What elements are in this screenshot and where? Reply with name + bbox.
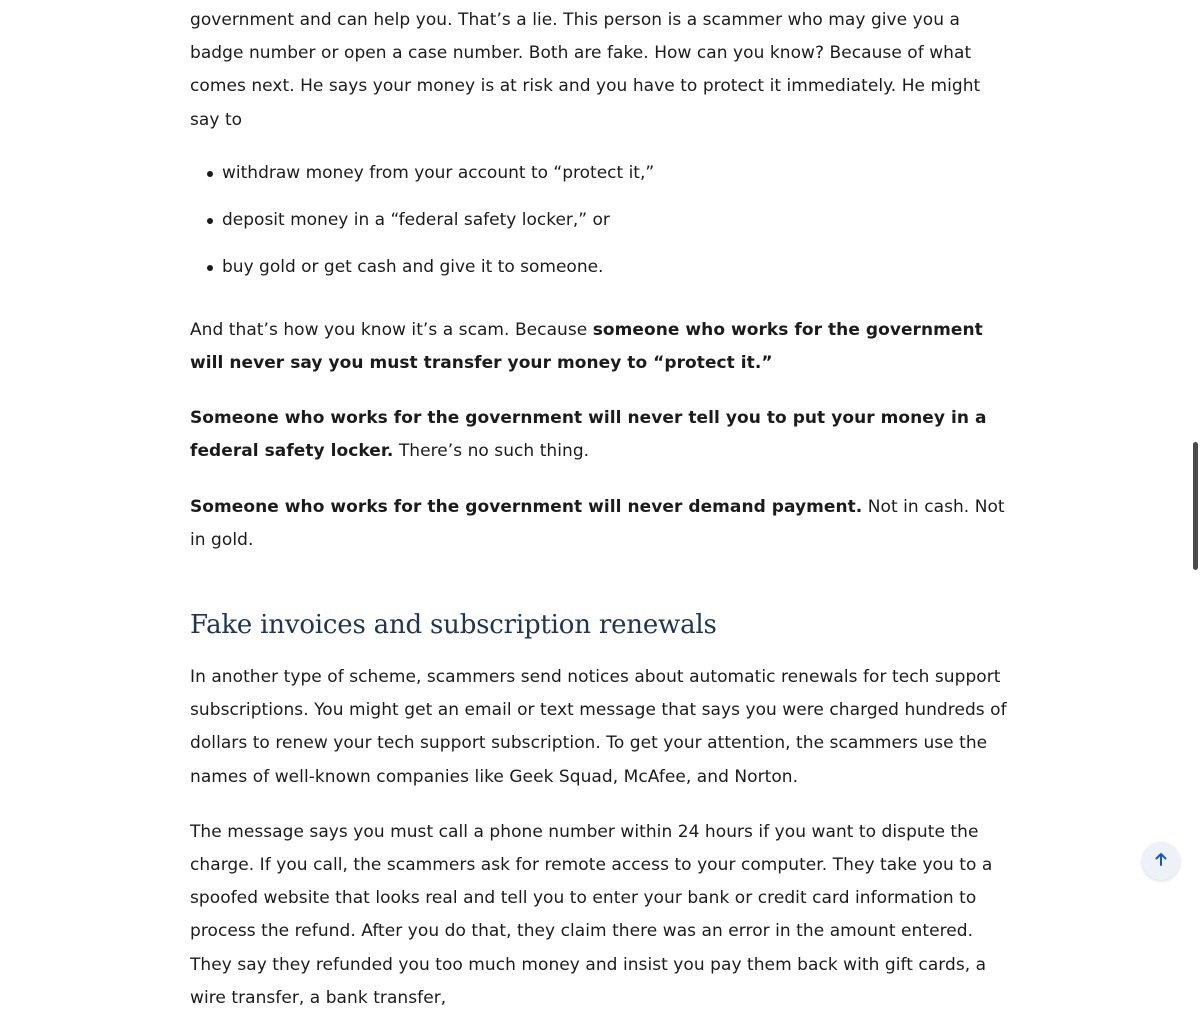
scam-sign-lead: And that’s how you know it’s a scam. Because	[190, 319, 593, 340]
intro-paragraph: government and can help you. That’s a lie. This person is a scammer who may give you a badge number or open a case number. Both are fake. How can you know? Because of what comes next. He says your money is at risk and you have to protect it immediately. He might say to	[190, 10, 981, 130]
article-content	[190, 4, 1010, 1015]
payment-paragraph	[190, 491, 1010, 557]
back-to-top-button[interactable]	[1142, 842, 1180, 880]
safety-locker-paragraph	[190, 402, 1010, 468]
list-item: withdraw money from your account to “protect it,”	[190, 161, 1010, 185]
section-heading: Fake invoices and subscription renewals	[190, 610, 717, 641]
scheme-paragraph: In another type of scheme, scammers send notices about automatic renewals for tech support subscriptions. You might get an email or text message that says you were charged hundreds of dollars to renew your tech support subscription. To get your attention, the scammers use the names of well-known companies like Geek Squad, McAfee, and Norton.	[190, 667, 1007, 787]
scam-sign-paragraph	[190, 314, 1010, 380]
safety-locker-emphasis: Someone who works for the government will never tell you to put your money in a federal safety locker.	[190, 408, 987, 462]
list-item: deposit money in a “federal safety locker,” or	[190, 208, 1010, 232]
payment-emphasis: Someone who works for the government will never demand payment.	[190, 496, 863, 517]
scam-sign-emphasis: someone who works for the government will never say you must transfer your money to “protect it.”	[190, 319, 983, 374]
payment-rest: Not in cash. Not in gold.	[190, 496, 1005, 550]
arrow-up-icon	[1154, 851, 1168, 871]
message-paragraph: The message says you must call a phone number within 24 hours if you want to dispute the charge. If you call, the scammers ask for remote access to your computer. They take you to a spoofed website that looks real and tell you to enter your bank or credit card information to process the refund. After you do that, they claim there was an error in the amount entered. They say they refunded you too much money and insist you pay them back with gift cards, a wire transfer, a bank transfer,	[190, 821, 993, 1008]
scam-request-list	[190, 161, 1010, 279]
list-item: buy gold or get cash and give it to someone.	[190, 255, 1010, 279]
scrollbar-thumb[interactable]	[1193, 442, 1198, 570]
safety-locker-rest: There’s no such thing.	[393, 441, 590, 462]
